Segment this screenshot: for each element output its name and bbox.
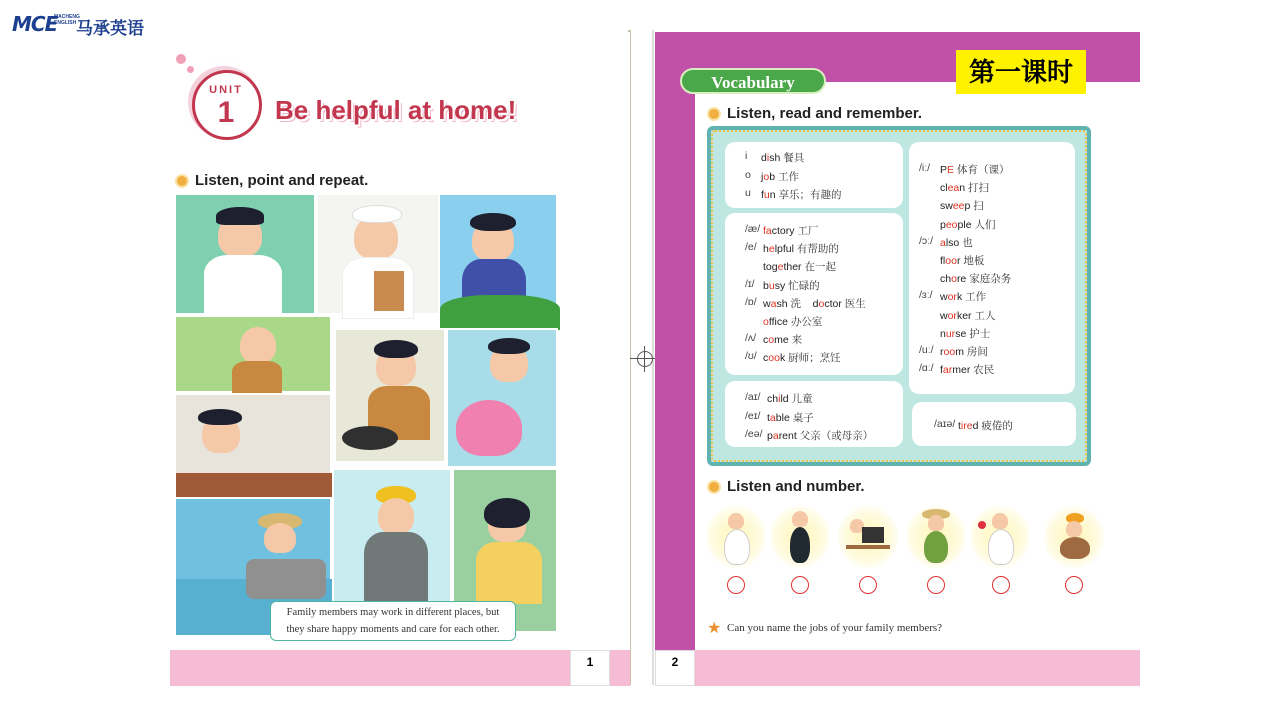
word-highlight: e [768, 243, 775, 256]
vocab-entry [763, 241, 839, 256]
word-highlight: or [947, 309, 957, 322]
phonetic-symbol: /ɪ/ [745, 277, 755, 290]
phonetic-symbol: /e/ [745, 241, 757, 254]
job-picture-farmer [906, 505, 966, 569]
word-highlight: ire [960, 420, 973, 432]
word-part: P [940, 164, 948, 176]
word-part: ker [956, 309, 972, 322]
side-band [655, 32, 695, 652]
word-part: h [763, 243, 769, 256]
word-meaning: 厨师；烹饪 [785, 352, 841, 365]
word-meaning: 体育（课） [954, 164, 1010, 176]
word-part: sh [769, 152, 781, 164]
word-part: fl [940, 255, 946, 267]
vocab-entry [767, 428, 873, 443]
word-part: r [956, 255, 961, 267]
word-meaning: 洗 [787, 297, 801, 310]
word-highlight: o [768, 334, 775, 347]
word-highlight: u [763, 189, 770, 201]
brand-sub: MACHENG ENGLISH [54, 14, 80, 26]
word-meaning: 桌子 [789, 411, 814, 424]
vocab-card [909, 142, 1075, 394]
word-highlight: oo [768, 352, 780, 365]
word-meaning: 来 [788, 334, 803, 347]
word-meaning: 疲倦的 [978, 420, 1013, 432]
vocab-card [725, 142, 903, 208]
phonetic-symbol: i [745, 150, 748, 162]
vocab-entry [940, 235, 973, 250]
section-heading: Listen, point and repeat. [175, 172, 368, 189]
word-meaning: 扫 [970, 200, 984, 213]
word-meaning: 房间 [963, 346, 988, 358]
word-part: me [774, 334, 789, 347]
vocab-entry [940, 362, 994, 377]
discussion-question: Can you name the jobs of your family members? [727, 622, 943, 634]
word-part: tog [763, 261, 778, 274]
vocab-entry [958, 418, 1013, 433]
phonetic-symbol: /ʊ/ [745, 350, 757, 363]
word-part: f [940, 364, 943, 377]
word-part: w [940, 309, 948, 322]
word-meaning: 餐具 [780, 152, 805, 164]
word-meaning: 家庭杂务 [966, 273, 1012, 286]
panel-clean-table [174, 393, 332, 497]
vocab-entry [763, 350, 841, 365]
word-meaning: 在一起 [801, 261, 836, 274]
word-part: t [767, 411, 770, 424]
word-part: mer [952, 364, 971, 377]
word-part: re [956, 273, 967, 286]
answer-circle[interactable] [859, 576, 877, 594]
vocab-entry [940, 344, 988, 359]
word-highlight: ar [942, 364, 953, 377]
word-meaning: 地板 [960, 255, 985, 267]
section-heading: Listen, read and remember. [707, 105, 922, 122]
vocab-entry [940, 271, 1011, 286]
panel-sweep [174, 315, 332, 393]
phonetic-symbol: /aɪə/ [934, 418, 956, 430]
vocab-entry [767, 391, 813, 406]
page-title: Be helpful at home! [275, 95, 517, 125]
word-highlight: E [947, 164, 955, 176]
word-part: lso [945, 236, 960, 249]
spacer [801, 298, 813, 310]
word-part: ple [957, 218, 972, 231]
answer-circle[interactable] [927, 576, 945, 594]
brand-logo [12, 8, 152, 46]
page-number-right: 2 [655, 650, 695, 686]
section-heading: Listen and number. [707, 478, 865, 495]
word-highlight: oo [943, 346, 956, 358]
word-part: d [761, 152, 767, 164]
unit-label: UNIT [209, 84, 243, 96]
caption-box [270, 601, 516, 641]
word-part: t [958, 420, 961, 432]
word-highlight: i [766, 152, 770, 164]
word-meaning: 打扫 [965, 182, 990, 195]
answer-circle[interactable] [791, 576, 809, 594]
word-part: p [767, 430, 773, 442]
word-part: sh [776, 297, 788, 310]
word-meaning: 父亲（或母亲） [796, 430, 874, 442]
vocab-entry [763, 223, 818, 238]
phonetic-symbol: /ɑː/ [919, 362, 934, 375]
job-picture-office-worker [770, 505, 830, 569]
word-part: lpful [774, 243, 794, 256]
bullet-icon [707, 107, 721, 121]
word-meaning: 也 [959, 236, 973, 249]
word-part: b [763, 279, 769, 292]
answer-circle[interactable] [992, 576, 1010, 594]
vocab-entry [940, 308, 995, 323]
word-part: f [761, 189, 764, 201]
vocab-entry [940, 162, 1009, 177]
page-footer-left [170, 650, 630, 686]
word-highlight: a [940, 236, 946, 249]
word-part: j [761, 170, 764, 183]
word-meaning: 儿童 [788, 393, 813, 405]
word-meaning: 医生 [841, 297, 866, 310]
job-picture-doctor [706, 505, 766, 569]
vocab-entry [940, 253, 984, 268]
vocab-entry [940, 198, 984, 213]
word-part: n [940, 327, 946, 340]
word-part: k [956, 291, 963, 304]
vocab-card [725, 381, 903, 447]
word-highlight: eo [945, 218, 958, 231]
page-footer-right [655, 650, 1140, 686]
star-icon: ★ [707, 620, 722, 637]
word-meaning: 农民 [970, 364, 995, 377]
word-part: ther [783, 261, 802, 274]
phonetic-symbol: /eɪ/ [745, 409, 761, 422]
decor-dot [187, 66, 194, 73]
word-highlight: ur [945, 327, 956, 340]
vocab-entry [763, 332, 802, 347]
word-part: sw [940, 200, 953, 213]
word-part: k [779, 352, 786, 365]
phonetic-symbol: /uː/ [919, 344, 934, 356]
phonetic-symbol: /æ/ [745, 223, 761, 235]
unit-number: 1 [217, 96, 235, 129]
vocab-card [725, 213, 903, 375]
word-part: c [763, 334, 769, 347]
brand-name: 马承英语 [76, 19, 144, 38]
word-part: r [940, 346, 944, 358]
word-highlight: o [763, 316, 769, 328]
vocab-entry [940, 217, 995, 232]
panel-baby [446, 328, 558, 468]
phonetic-symbol: /iː/ [919, 162, 931, 174]
vocab-entry [763, 296, 866, 311]
vocab-entry [940, 180, 989, 195]
word-meaning: 工作 [775, 170, 799, 183]
job-picture-desk-worker [838, 505, 898, 569]
word-part: m [955, 346, 964, 358]
word-meaning: 有帮助的 [793, 243, 839, 256]
phonetic-symbol: u [745, 187, 751, 199]
vocab-entry [940, 326, 990, 341]
caption-line: they share happy moments and care for each other. [286, 624, 500, 635]
caption-line: Family members may work in different places, but [286, 607, 500, 618]
page-number-left: 1 [570, 650, 610, 686]
phonetic-symbol: /ɔː/ [919, 234, 934, 247]
word-highlight: u [768, 279, 775, 292]
word-meaning: 工作 [962, 291, 987, 304]
vocab-card [912, 402, 1076, 446]
word-part: p [940, 218, 946, 231]
word-meaning: 办公室 [787, 316, 823, 328]
word-highlight: fa [763, 225, 772, 237]
phonetic-symbol: /ʌ/ [745, 332, 757, 345]
vocab-entry [761, 150, 804, 165]
vocab-entry [763, 278, 820, 293]
word-highlight: a [769, 411, 776, 424]
lesson-tag: 第一课时 [956, 50, 1086, 94]
word-highlight: o [818, 297, 825, 310]
word-meaning: 护士 [966, 327, 991, 340]
brand-mark: MCE [12, 12, 58, 36]
word-highlight: o [763, 170, 770, 183]
vocab-entry [763, 314, 822, 329]
word-highlight: i [778, 393, 781, 405]
vocab-entry [940, 289, 986, 304]
word-highlight: or [947, 291, 957, 304]
panel-nurse [316, 193, 458, 315]
phonetic-symbol: /aɪ/ [745, 391, 761, 403]
word-part: d [972, 420, 979, 432]
word-highlight: ee [952, 200, 965, 213]
vocabulary-tab: Vocabulary [680, 68, 826, 94]
word-highlight: a [770, 297, 777, 310]
word-meaning: 享乐；有趣的 [775, 189, 842, 201]
word-part: sy [774, 279, 786, 292]
vocab-entry [767, 410, 814, 425]
word-part: ctor [824, 297, 842, 310]
job-picture-nurse [970, 505, 1030, 569]
comic-illustration [174, 193, 558, 633]
word-part: n [769, 189, 776, 201]
decor-dot [176, 54, 186, 64]
answer-circle[interactable] [1065, 576, 1083, 594]
panel-worker-wave [438, 193, 558, 328]
word-part: c [763, 352, 769, 365]
word-part: ctory [771, 225, 795, 237]
word-part: ch [940, 273, 952, 286]
job-picture-worker [1044, 505, 1104, 569]
phonetic-symbol: o [745, 168, 751, 181]
word-part: d [812, 297, 819, 310]
phonetic-symbol: /ɜː/ [919, 289, 933, 302]
word-part: ch [767, 393, 779, 405]
phonetic-symbol: /eə/ [745, 428, 763, 440]
word-highlight: o [951, 273, 957, 286]
word-meaning: 忙碌的 [785, 279, 820, 292]
panel-cook [334, 328, 446, 463]
vocab-entry [761, 187, 842, 202]
word-part: cl [940, 182, 948, 195]
word-highlight: e [777, 261, 784, 274]
word-highlight: ea [947, 182, 960, 195]
word-highlight: a [772, 430, 779, 442]
word-meaning: 工厂 [794, 225, 819, 237]
phonetic-symbol: /ɒ/ [745, 295, 757, 308]
panel-doctor [174, 193, 316, 315]
answer-circle[interactable] [727, 576, 745, 594]
word-part: ffice [768, 316, 788, 328]
word-meaning: 人们 [971, 218, 996, 231]
word-part: b [769, 170, 776, 183]
word-part: se [955, 327, 967, 340]
word-part: p [964, 200, 971, 213]
word-highlight: oo [945, 255, 957, 267]
word-part: ble [775, 411, 790, 424]
registration-mark-icon [637, 351, 653, 367]
word-part: n [959, 182, 966, 195]
vocab-entry [761, 169, 799, 184]
word-part: ld [780, 393, 789, 405]
bullet-icon [175, 174, 189, 188]
word-part: w [763, 297, 771, 310]
word-part: w [940, 291, 948, 304]
bullet-icon [707, 480, 721, 494]
word-part: rent [778, 430, 797, 442]
vocab-entry [763, 259, 836, 274]
word-meaning: 工人 [971, 309, 996, 322]
